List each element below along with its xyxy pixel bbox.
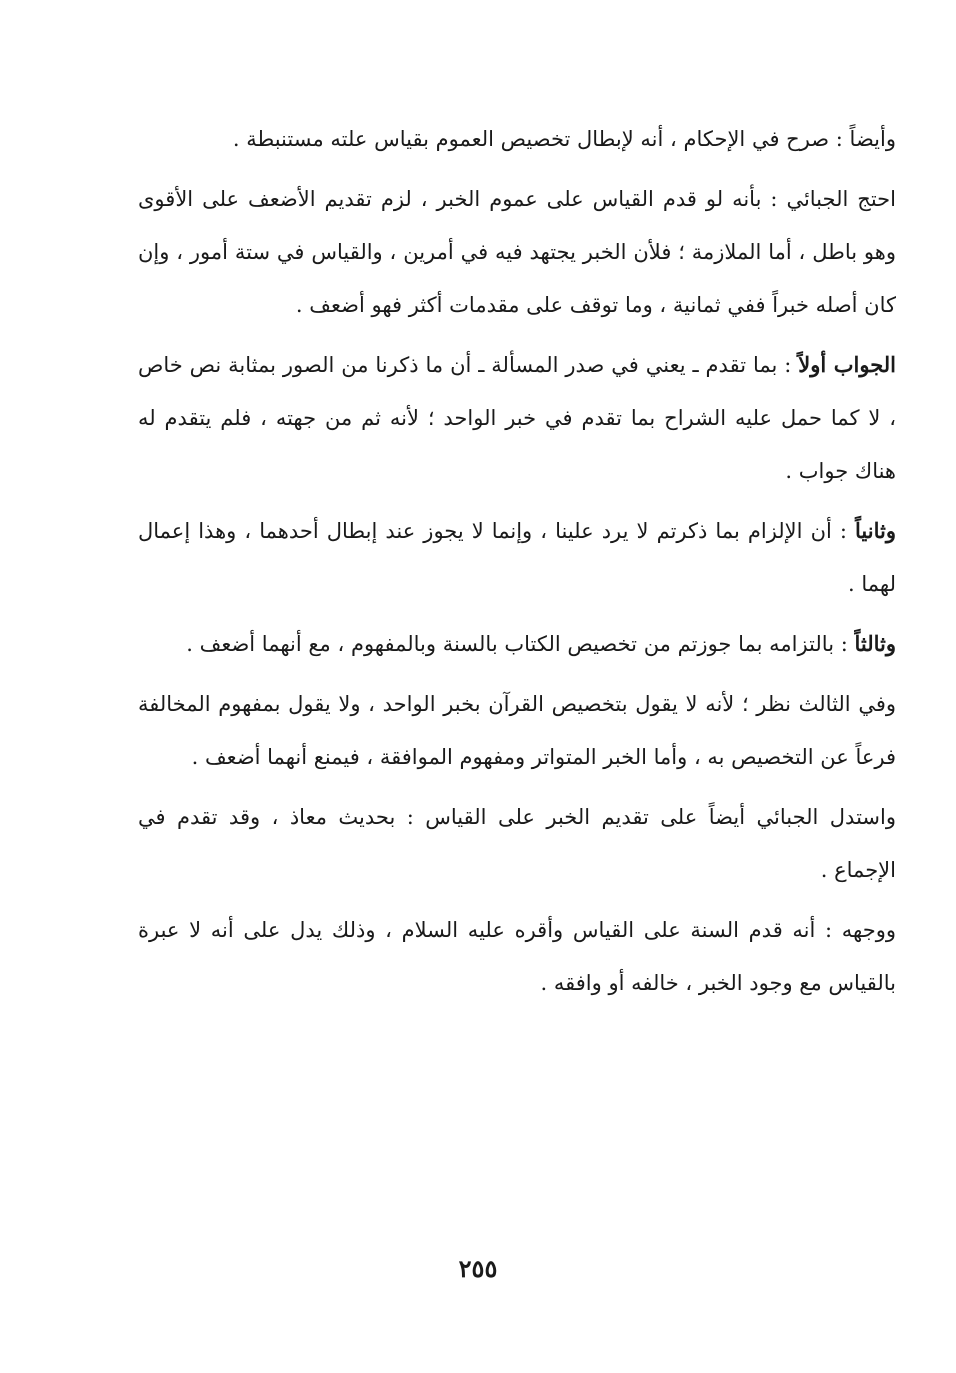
page-number: ٢٥٥	[458, 1254, 498, 1283]
paragraph-text: : بما تقدم ـ يعني في صدر المسألة ـ أن ما ذكرنا من الصور بمثابة نص خاص ، لا كما حمل عليه الشراح بما تقدم في خبر الواحد ؛ لأنه ثم من جهته ، فلم يتقدم له هناك جواب .	[138, 353, 896, 483]
paragraph-lead: وثالثاً	[854, 631, 896, 656]
paragraph-text: وأيضاً : صرح في الإحكام ، أنه لإبطال تخصيص العموم بقياس علته مستنبطة .	[232, 127, 896, 151]
paragraph	[138, 504, 896, 611]
paragraph	[138, 338, 896, 498]
paragraph-text: وفي الثالث نظر ؛ لأنه لا يقول بتخصيص القرآن بخبر الواحد ، ولا يقول بمفهوم المخالفة فرعاً عن التخصيص به ، وأما الخبر المتواتر ومفهوم الموافقة ، فيمنع أنهما أضعف .	[138, 692, 896, 769]
paragraph-text: واستدل الجبائي أيضاً على تقديم الخبر على القياس : بحديث معاذ ، وقد تقدم في الإجماع .	[138, 805, 896, 882]
paragraph-text: احتج الجبائي : بأنه لو قدم القياس على عموم الخبر ، لزم تقديم الأضعف على الأقوى وهو باطل ، أما الملازمة ؛ فلأن الخبر يجتهد فيه في أمرين ، والقياس في ستة أمور ، وإن كان أصله خبراً ففي ثمانية ، وما توقف على مقدمات أكثر فهو أضعف .	[138, 187, 896, 317]
paragraph-text: : أن الإلزام بما ذكرتم لا يرد علينا ، وإنما لا يجوز عند إبطال أحدهما ، وهذا إعمال لهما .	[138, 519, 896, 596]
paragraph	[138, 790, 896, 897]
paragraph	[138, 903, 896, 1010]
paragraph-text: : بالتزامه بما جوزتم من تخصيص الكتاب بالسنة وبالمفهوم ، مع أنهما أضعف .	[186, 632, 855, 656]
paragraph	[138, 677, 896, 784]
body-text	[138, 112, 896, 1016]
paragraph	[138, 617, 896, 671]
paragraph	[138, 112, 896, 166]
paragraph-text: ووجهه : أنه قدم السنة على القياس وأقره عليه السلام ، وذلك يدل على أنه لا عبرة بالقياس مع وجود الخبر ، خالفه أو وافقه .	[138, 918, 896, 995]
paragraph-lead: وثانياً	[855, 518, 896, 543]
paragraph-lead: الجواب أولاً	[798, 352, 896, 377]
paragraph	[138, 172, 896, 332]
